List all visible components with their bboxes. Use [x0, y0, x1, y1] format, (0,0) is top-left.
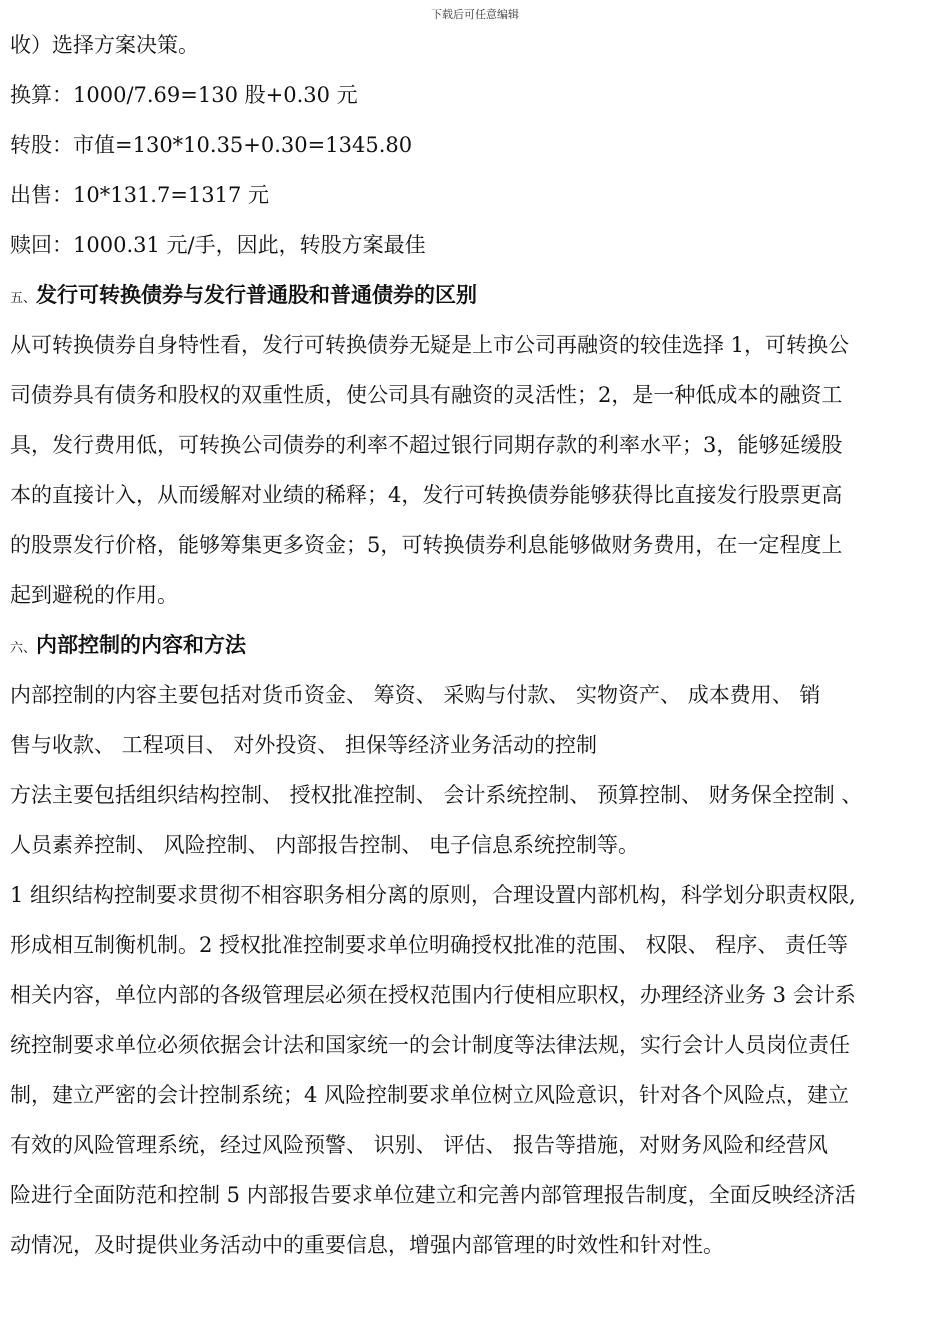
text-line: 赎回：1000.31 元/手，因此，转股方案最佳	[10, 233, 426, 257]
paragraph-line: 统控制要求单位必须依据会计法和国家统一的会计制度等法律法规，实行会计人员岗位责任	[10, 1033, 850, 1057]
text-line: 换算：1000/7.69=130 股+0.30 元	[10, 83, 358, 107]
paragraph-line: 有效的风险管理系统，经过风险预警、 识别、 评估、 报告等措施，对财务风险和经营风	[10, 1133, 829, 1157]
document-body	[10, 20, 942, 1270]
page-header: 下载后可任意编辑	[431, 8, 519, 21]
paragraph-line: 起到避税的作用。	[10, 583, 178, 607]
paragraph-line: 售与收款、 工程项目、 对外投资、 担保等经济业务活动的控制	[10, 733, 598, 757]
paragraph-line: 内部控制的内容主要包括对货币资金、 筹资、 采购与付款、 实物资产、 成本费用、 销	[10, 683, 821, 707]
paragraph-line: 具，发行费用低，可转换公司债券的利率不超过银行同期存款的利率水平；3，能够延缓股	[10, 433, 843, 457]
section-heading-5	[10, 270, 942, 320]
paragraph-line: 人员素养控制、 风险控制、 内部报告控制、 电子信息系统控制等。	[10, 833, 640, 857]
paragraph-line: 制，建立严密的会计控制系统；4 风险控制要求单位树立风险意识，针对各个风险点，建立	[10, 1083, 850, 1107]
paragraph-line: 动情况，及时提供业务活动中的重要信息，增强内部管理的时效性和针对性。	[10, 1233, 724, 1257]
text-line: 出售：10*131.7=1317 元	[10, 183, 270, 207]
text-line: 转股：市值=130*10.35+0.30=1345.80	[10, 133, 413, 157]
paragraph-line: 的股票发行价格，能够筹集更多资金；5，可转换债券利息能够做财务费用，在一定程度上	[10, 533, 843, 557]
section-title: 内部控制的内容和方法	[36, 633, 247, 657]
paragraph-line: 形成相互制衡机制。2 授权批准控制要求单位明确授权批准的范围、 权限、 程序、 责任等	[10, 933, 849, 957]
paragraph-line: 从可转换债券自身特性看，发行可转换债券无疑是上市公司再融资的较佳选择 1，可转换公	[10, 333, 850, 357]
paragraph-line: 1 组织结构控制要求贯彻不相容职务相分离的原则，合理设置内部机构，科学划分职责权限,	[10, 883, 856, 907]
text-line: 收）选择方案决策。	[10, 33, 199, 57]
paragraph-line: 司债券具有债务和股权的双重性质，使公司具有融资的灵活性；2，是一种低成本的融资工	[10, 383, 843, 407]
section-number: 五、	[10, 291, 37, 306]
section-heading-6	[10, 620, 942, 670]
paragraph-line: 相关内容，单位内部的各级管理层必须在授权范围内行使相应职权，办理经济业务 3 会计系	[10, 983, 856, 1007]
section-title: 发行可转换债券与发行普通股和普通债券的区别	[36, 283, 478, 307]
paragraph-line: 本的直接计入，从而缓解对业绩的稀释；4，发行可转换债券能够获得比直接发行股票更高	[10, 483, 843, 507]
section-number: 六、	[10, 641, 37, 656]
paragraph-line: 险进行全面防范和控制 5 内部报告要求单位建立和完善内部管理报告制度，全面反映经济活	[10, 1183, 856, 1207]
paragraph-line: 方法主要包括组织结构控制、 授权批准控制、 会计系统控制、 预算控制、 财务保全控制 、	[10, 783, 863, 807]
